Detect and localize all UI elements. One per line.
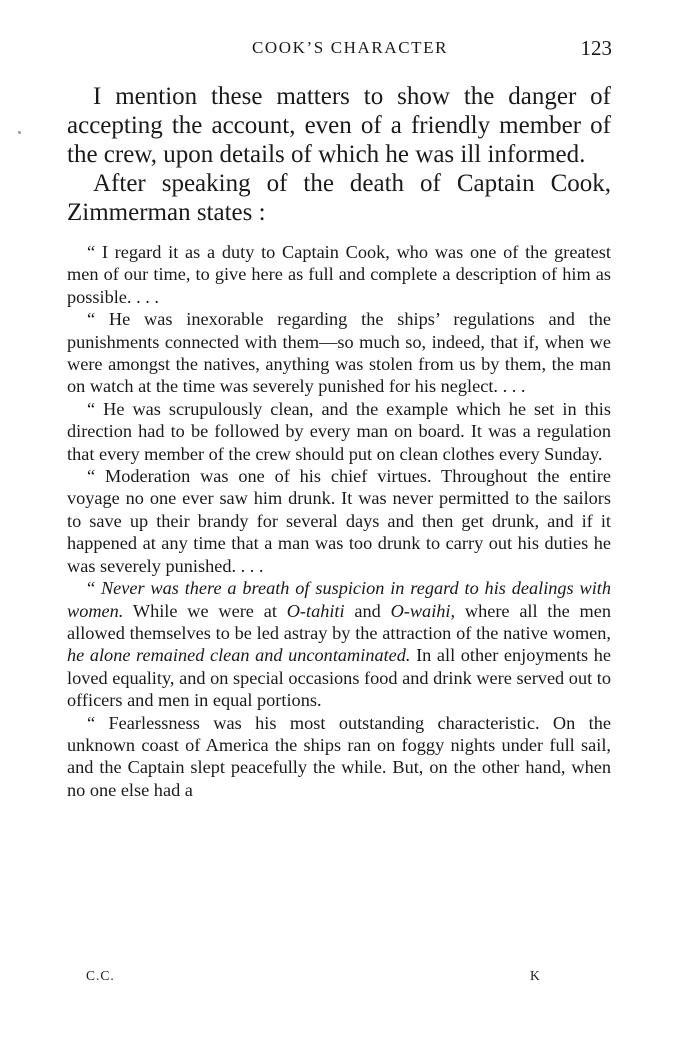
- running-head: [0, 38, 700, 68]
- italic-place-name: O-tahiti: [286, 600, 345, 621]
- italic-place-name: O-waihi,: [390, 600, 456, 621]
- italic-phrase: he alone remained clean and uncontaminated.: [67, 645, 411, 666]
- quote-open-mark: “: [87, 578, 101, 599]
- signature-letter: K: [530, 968, 541, 983]
- page-number: 123: [580, 36, 612, 60]
- printer-signature: C.C.: [86, 968, 115, 983]
- italic-phrase: Never was there a breath of suspicion in regard to his dealings with women.: [67, 578, 611, 621]
- page-footer: [0, 968, 700, 992]
- body-text: [67, 82, 611, 801]
- text-run: where all the men allowed themselves to be led astray by the attraction of the native women,: [67, 600, 611, 643]
- quote-paragraph: “ Fearlessness was his most outstanding characteristic. On the unknown coast of America the ships ran on foggy nights under full sail, and the Captain slept peacefully the while. But, on the other hand, when no one else had a: [67, 712, 611, 800]
- running-title: COOK’S CHARACTER: [251, 38, 449, 57]
- text-run: While we were at: [123, 600, 287, 621]
- quote-paragraph: “ He was scrupulously clean, and the example which he set in this direction had to be followed by every man on board. It was a regulation that every member of the crew should put on clean clothes every Sunday.: [67, 398, 611, 464]
- quote-paragraph: “ He was inexorable regarding the ships’ regulations and the punishments connected with them—so much so, indeed, that if, when we were amongst the natives, anything was stolen from us by them, the man on watch at the time was severely punished for his neglect. . . .: [67, 309, 611, 397]
- lead-paragraph: After speaking of the death of Captain Cook, Zimmerman states :: [67, 170, 611, 226]
- quote-paragraph: “ I regard it as a duty to Captain Cook, who was one of the greatest men of our time, to give here as full and complete a description of him as possible. . . .: [67, 242, 611, 307]
- text-run: In all other enjoyments he loved equality, and on special occasions food and drink were served out to officers and men in equal portions.: [67, 645, 612, 711]
- quotation: [67, 241, 611, 801]
- margin-mark: [18, 131, 21, 134]
- text-run: and: [344, 600, 391, 621]
- lead-section: [67, 82, 611, 227]
- quote-paragraph: “ Moderation was one of his chief virtues. Throughout the entire voyage no one ever saw him drunk. It was never permitted to the sailors to save up their brandy for several days and then get drunk, and if it happened at any time that a man was too drunk to carry out his duties he was severely punished. . . .: [67, 466, 611, 576]
- quote-paragraph: [67, 577, 611, 711]
- lead-paragraph: I mention these matters to show the danger of accepting the account, even of a friendly member of the crew, upon details of which he was ill informed.: [67, 83, 611, 168]
